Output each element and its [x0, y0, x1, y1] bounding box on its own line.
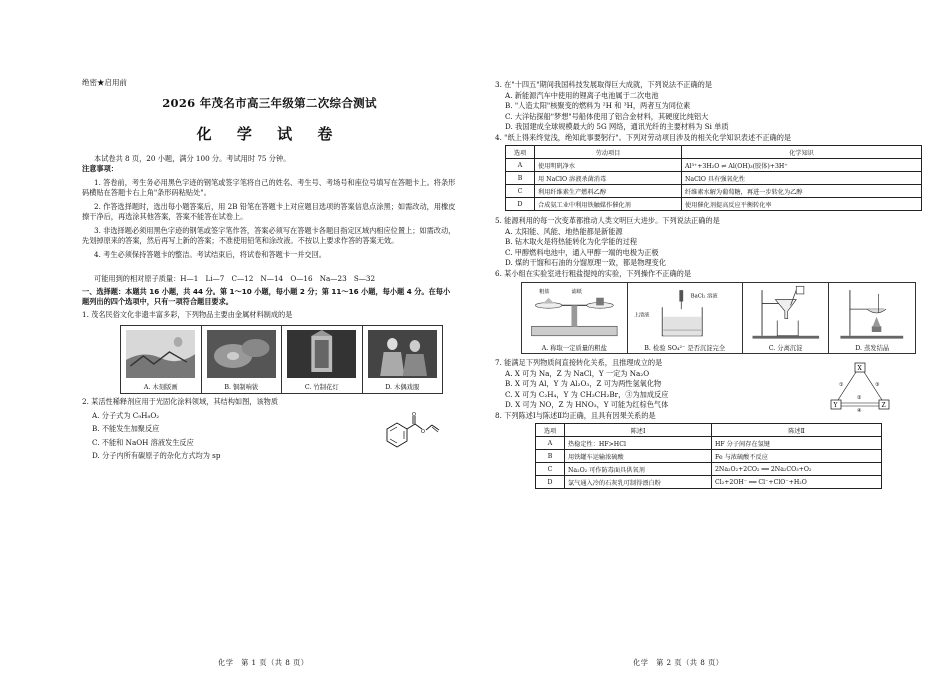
- note-4: 4. 考生必须保持答题卡的整洁。考试结束后，将试卷和答题卡一并交回。: [94, 249, 326, 259]
- note-3: 3. 非选择题必须用黑色字迹的钢笔或签字笔作答，答案必须写在答题卡各题目指定区域内相应位置上；如需改动，先划掉原来的答案，然后再写上新的答案；不准使用铅笔和涂改液。不按以上要求作答的答案无效。: [82, 225, 456, 245]
- node-y: Y: [833, 402, 838, 409]
- note-1: 1. 答卷前，考生务必用黑色字迹的钢笔或签字笔将自己的姓名、考生号、考场号和座位号填写在答题卡上。将条形码横贴在答题卡右上角"条形码粘贴处"。: [82, 177, 456, 197]
- atomic-masses: 可能用到的相对原子质量：H—1 Li—7 C—12 N—14 O—16 Na—23 S—32: [94, 274, 376, 283]
- table-header: 化学知识: [682, 146, 922, 159]
- table-header: 陈述Ⅱ: [712, 424, 882, 437]
- table-cell: C: [506, 185, 535, 198]
- table-cell: 2Na₂O₂+2CO₂ ══ 2Na₂CO₃+O₂: [712, 463, 882, 476]
- table-cell: NaClO 具有强氧化性: [682, 172, 922, 185]
- question-3-option-b: B. "人造太阳"核聚变的燃料为 ²H 和 ³H，两者互为同位素: [505, 101, 691, 110]
- option-b-figure: [628, 283, 743, 353]
- question-6-figures: [521, 282, 916, 354]
- question-7-option-c: C. X 可为 C₂H₄，Y 为 CH₃CH₂Br，③为加成反应: [505, 389, 669, 399]
- table-cell: HF 分子间存在氢键: [712, 437, 882, 450]
- intro-text: 本试卷共 8 页，20 小题，满分 100 分。考试用时 75 分钟。: [94, 153, 291, 163]
- question-3-stem: 3. 在"十四五"期间我国科技发展取得巨大成就，下列说法不正确的是: [495, 80, 713, 89]
- cymbal-image: [207, 330, 276, 378]
- question-1-stem: 1. 茂名民俗文化非遗丰富多彩，下列物品主要由金属材料制成的是: [82, 309, 293, 319]
- conversion-diagram: [829, 362, 893, 412]
- question-2-stem: 2. 某活性稀释剂应用于光固化涂料领域，其结构如图，该物质: [82, 397, 279, 406]
- question-7-option-d: D. X 可为 NO，Z 为 HNO₃，Y 可能为红棕色气体: [505, 400, 669, 409]
- exam-title: 2026 年茂名市高三年级第二次综合测试: [162, 95, 377, 110]
- option-a-caption: A. 木刻版画: [143, 384, 178, 391]
- question-3-option-d: D. 我国建成全球规模最大的 5G 网络，通讯光纤的主要材料为 Si 单质: [505, 122, 729, 131]
- table-cell: 热稳定性：HF>HCl: [565, 437, 712, 450]
- arrow-3-label: ③: [875, 382, 880, 388]
- question-3-option-c: C. 大洋钻探船"梦想"号船体使用了铝合金材料，其硬度比纯铝大: [505, 111, 709, 121]
- table-cell: Na₂O₂ 可作防毒面具供氧剂: [565, 463, 712, 476]
- question-8-table: [535, 423, 882, 489]
- label-bacl2-solution: BaCl₂ 溶液: [690, 293, 718, 300]
- table-cell: 利用纤维素生产燃料乙醇: [535, 185, 682, 198]
- question-5-option-b: B. 钻木取火是将热能转化为化学能的过程: [505, 237, 638, 246]
- question-4-stem: 4. "纸上得来终觉浅，绝知此事要躬行"。下列对劳动项目涉及的相关化学知识表述不正确的是: [495, 132, 792, 142]
- bamboo-lantern-image: [287, 330, 356, 378]
- option-d-figure: [829, 283, 915, 353]
- option-d-caption: D. 蒸发结晶: [855, 345, 890, 352]
- table-cell: B: [536, 450, 565, 463]
- question-1-images: [120, 325, 443, 394]
- option-c-caption: C. 分离沉淀: [768, 345, 803, 352]
- option-c-image: [282, 326, 363, 393]
- table-header: 劳动项目: [535, 146, 682, 159]
- arrow-1-label: ①: [839, 382, 844, 388]
- table-header: 选项: [536, 424, 565, 437]
- table-header: 陈述Ⅰ: [565, 424, 712, 437]
- table-header: 选项: [506, 146, 535, 159]
- question-5-option-a: A. 太阳能、风能、地热能都是新能源: [505, 226, 623, 236]
- svg-text:O: O: [412, 412, 416, 418]
- option-d-image: [363, 326, 443, 393]
- question-7-stem: 7. 能满足下列物质间直接转化关系，且推理成立的是: [495, 358, 663, 367]
- table-row: [536, 476, 882, 489]
- table-cell: D: [506, 198, 535, 211]
- table-cell: C: [536, 463, 565, 476]
- question-3-option-a: A. 新能源汽车中使用的锂离子电池属于二次电池: [505, 90, 659, 100]
- table-row: [506, 198, 922, 211]
- balance-icon: [522, 283, 627, 341]
- table-header-row: [536, 424, 882, 437]
- table-cell: 用铁罐车运输浓硫酸: [565, 450, 712, 463]
- option-c-figure: [743, 283, 830, 353]
- evaporation-icon: [829, 283, 915, 341]
- option-a-caption: A. 称取一定质量的粗盐: [541, 345, 607, 352]
- question-5-option-c: C. 甲醇燃料电池中，通入甲醇一端的电极为正极: [505, 247, 659, 257]
- table-cell: A: [506, 159, 535, 172]
- table-cell: 使用明矾净水: [535, 159, 682, 172]
- table-cell: 合成氨工业中利用铁触媒作催化剂: [535, 198, 682, 211]
- option-b-image: [202, 326, 283, 393]
- dropper-beaker-icon: [628, 283, 742, 341]
- table-row: [506, 172, 922, 185]
- question-6-stem: 6. 某小组在实验室进行粗盐提纯的实验，下列操作不正确的是: [495, 268, 692, 278]
- arrow-4-label: ④: [857, 408, 862, 412]
- page-2-footer: 化学 第 2 页（共 8 页）: [633, 658, 724, 667]
- question-2-option-a: A. 分子式为 C₉H₈O₂: [92, 410, 160, 420]
- table-cell: A: [536, 437, 565, 450]
- option-a-image: [121, 326, 202, 393]
- question-2-option-c: C. 不能和 NaOH 溶液发生反应: [92, 437, 194, 447]
- table-row: [536, 463, 882, 476]
- woodcut-print-image: [126, 330, 195, 378]
- label-filter-paper: 滤纸: [571, 288, 582, 295]
- table-cell: 氯气通入冷的石灰乳可制得漂白粉: [565, 476, 712, 489]
- option-d-caption: D. 木偶戏服: [385, 384, 420, 391]
- table-row: [506, 159, 922, 172]
- table-row: [536, 437, 882, 450]
- question-2-option-d: D. 分子内所有碳原子的杂化方式均为 sp: [92, 451, 221, 460]
- filtration-icon: [743, 283, 829, 341]
- note-2: 2. 作答选择题时，选出每小题答案后，用 2B 铅笔在答题卡上对应题目选项的答案信息点涂黑；如需改动，用橡皮擦干净后，再选涂其他答案，答案不能答在试卷上。: [82, 201, 456, 221]
- section-1-title: 一、选择题：本题共 16 小题，共 44 分。第 1～10 小题，每小题 2 分；第 11～16 小题，每小题 4 分。在每小题列出的四个选项中，只有一项符合题目要求。: [82, 286, 451, 306]
- table-cell: 纤维素水解为葡萄糖，再进一步转化为乙醇: [682, 185, 922, 198]
- table-cell: 用 NaClO 溶液杀菌消毒: [535, 172, 682, 185]
- puppet-costume-image: [368, 330, 437, 378]
- table-cell: Fe 与浓硫酸不反应: [712, 450, 882, 463]
- question-7-option-a: A. X 可为 Na，Z 为 NaCl，Y 一定为 Na₂O: [505, 368, 650, 378]
- table-header-row: [506, 146, 922, 159]
- table-cell: B: [506, 172, 535, 185]
- question-4-table: [505, 145, 922, 211]
- table-row: [536, 450, 882, 463]
- svg-text:O: O: [421, 429, 425, 435]
- table-cell: Al³⁺+3H₂O ⇌ Al(OH)₃(胶体)+3H⁺: [682, 159, 922, 172]
- question-5-option-d: D. 煤的干馏和石油的分馏原理一致，都是物理变化: [505, 258, 667, 267]
- node-x: X: [857, 365, 862, 372]
- label-crude-salt: 粗盐: [539, 288, 550, 295]
- node-z: Z: [881, 402, 886, 409]
- vinyl-benzoate-structure: [377, 411, 441, 455]
- notes-heading: 注意事项：: [82, 164, 118, 173]
- question-5-stem: 5. 能源利用的每一次变革都推动人类文明巨大进步。下列说法正确的是: [495, 216, 720, 225]
- option-b-caption: B. 检验 SO₄²⁻ 是否沉淀完全: [644, 345, 726, 352]
- question-8-stem: 8. 下列陈述Ⅰ与陈述Ⅱ均正确，且具有因果关系的是: [495, 410, 656, 420]
- option-c-caption: C. 竹制花灯: [304, 384, 339, 391]
- table-row: [506, 185, 922, 198]
- table-cell: Cl₂+2OH⁻ ══ Cl⁻+ClO⁻+H₂O: [712, 476, 882, 489]
- question-2-option-b: B. 不能发生加聚反应: [92, 424, 160, 433]
- option-a-figure: [522, 283, 628, 353]
- option-b-caption: B. 铜制响钹: [224, 384, 259, 391]
- arrow-2-label: ②: [857, 395, 862, 401]
- page-1-footer: 化学 第 1 页（共 8 页）: [218, 658, 309, 667]
- label-supernatant: 上清液: [633, 312, 650, 319]
- table-cell: 使用催化剂提高反应平衡转化率: [682, 198, 922, 211]
- confidential-note: 绝密★启用前: [82, 78, 127, 87]
- question-7-option-b: B. X 可为 Al，Y 为 Al₂O₃，Z 可为两性氢氧化物: [505, 379, 662, 388]
- table-cell: D: [536, 476, 565, 489]
- subject-title: 化 学 试 卷: [196, 124, 343, 143]
- page-2: [475, 0, 950, 674]
